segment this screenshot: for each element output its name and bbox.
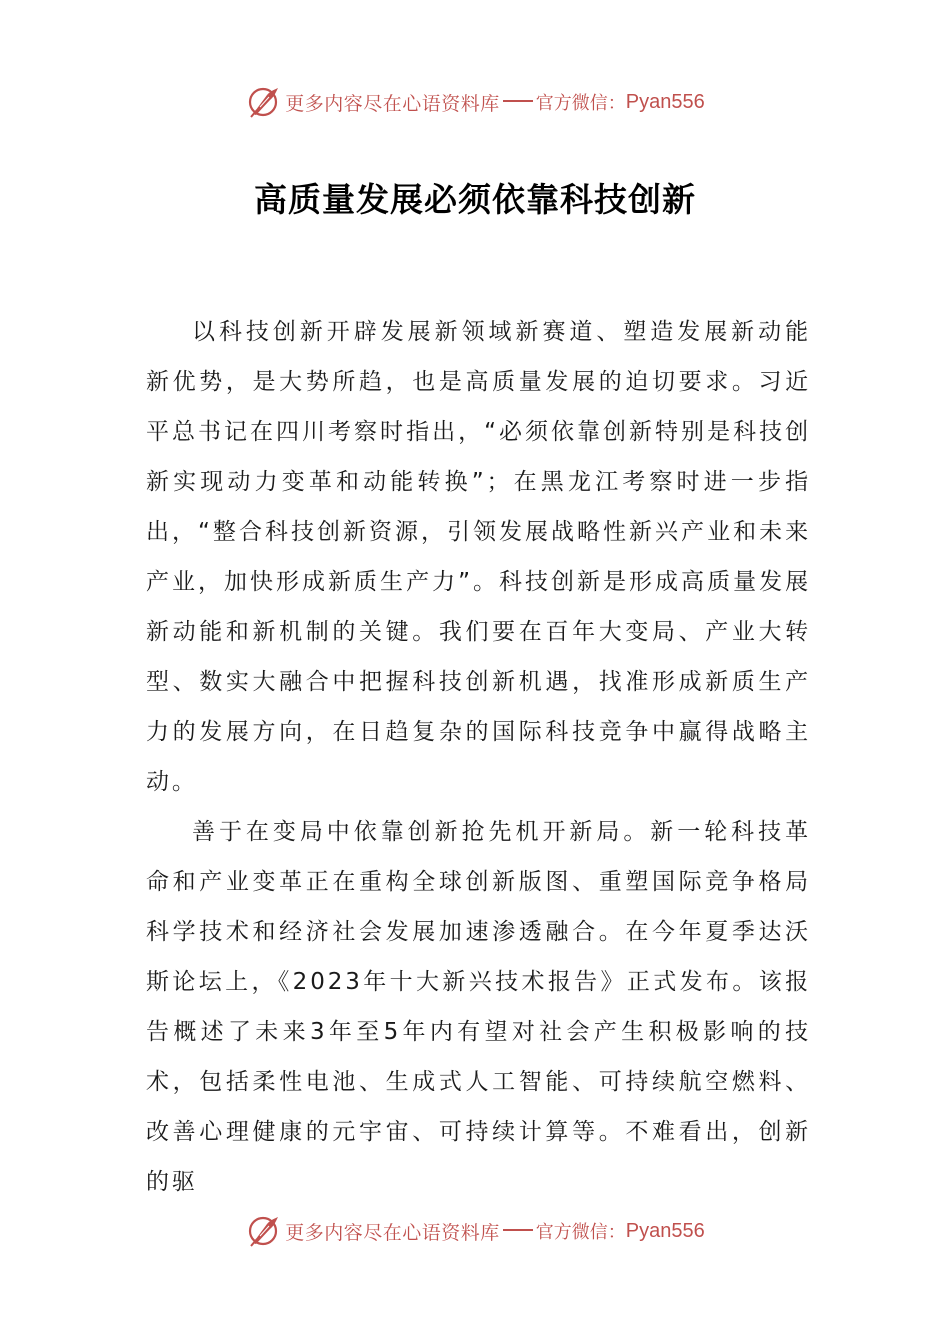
header-banner-text: 更多内容尽在心语资料库: [285, 92, 500, 115]
footer-wechat-id: Pyan556: [625, 1219, 705, 1242]
header-banner-dash: [503, 100, 533, 102]
header-banner: [0, 82, 950, 122]
document-body: [146, 307, 811, 1207]
quill-pen-logo-icon: [245, 84, 281, 120]
page-title: 高质量发展必须依靠科技创新: [254, 180, 696, 219]
quill-pen-logo-icon: [245, 1213, 281, 1249]
footer-banner: [0, 1211, 950, 1251]
footer-wechat-label: 官方微信：: [535, 1222, 626, 1243]
footer-banner-dash: [503, 1229, 533, 1231]
header-wechat-label: 官方微信：: [535, 93, 626, 114]
paragraph-2: 善于在变局中依靠创新抢先机开新局。新一轮科技革命和产业变革正在重构全球创新版图、重塑国际竞争格局科学技术和经济社会发展加速渗透融合。在今年夏季达沃斯论坛上，《2023年十大新兴技术报告》正式发布。该报告概述了未来3年至5年内有望对社会产生积极影响的技术，包括柔性电池、生成式人工智能、可持续航空燃料、改善心理健康的元宇宙、可持续计算等。不难看出，创新的驱: [146, 819, 811, 1195]
paragraph-1: 以科技创新开辟发展新领域新赛道、塑造发展新动能新优势，是大势所趋，也是高质量发展的迫切要求。习近平总书记在四川考察时指出，“必须依靠创新特别是科技创新实现动力变革和动能转换”；在黑龙江考察时进一步指出，“整合科技创新资源，引领发展战略性新兴产业和未来产业，加快形成新质生产力”。科技创新是形成高质量发展新动能和新机制的关键。我们要在百年大变局、产业大转型、数实大融合中把握科技创新机遇，找准形成新质生产力的发展方向，在日趋复杂的国际科技竞争中赢得战略主动。: [146, 319, 811, 795]
footer-banner-text: 更多内容尽在心语资料库: [285, 1221, 500, 1244]
header-wechat-id: Pyan556: [625, 90, 705, 113]
